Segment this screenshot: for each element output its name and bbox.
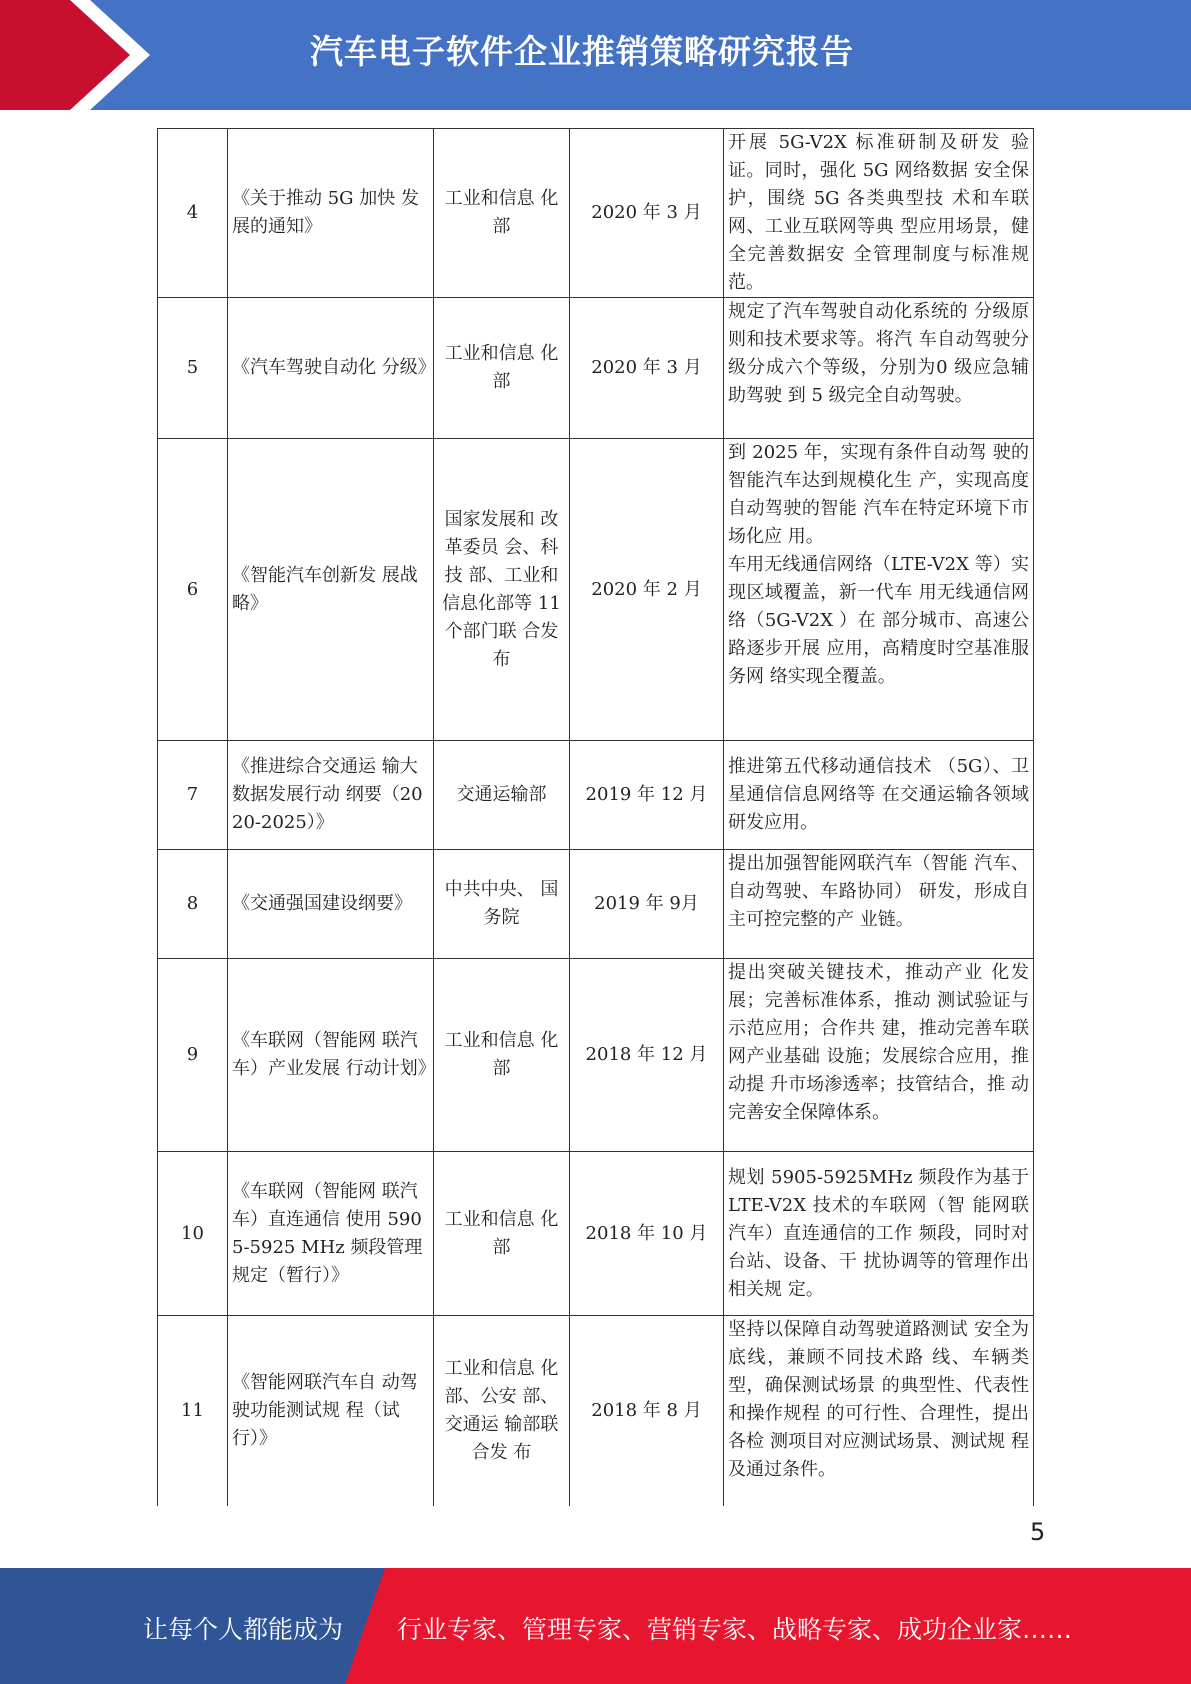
row-number: 11 — [158, 1316, 228, 1506]
policy-content — [724, 1152, 1034, 1316]
content-paragraph: 提出突破关键技术，推动产业 化发展；完善标准体系，推动 测试验证与示范应用；合作共 建，推动完善车联网产业基础 设施；发展综合应用，推动提 升市场渗透率；技管结合，推 动完善安全保障体系。 — [728, 962, 1029, 1123]
issuing-department: 工业和信息 化部 — [434, 298, 570, 439]
policy-name: 《车联网（智能网 联汽车）产业发展 行动计划》 — [228, 959, 434, 1152]
content-paragraph: 车用无线通信网络（LTE-V2X 等）实现区域覆盖，新一代车 用无线通信网络（5G-V2X ）在 部分城市、高速公路逐步开展 应用，高精度时空基准服务网 络实现全覆盖。 — [728, 554, 1029, 687]
table-row — [158, 741, 1034, 850]
page-footer — [0, 1568, 1191, 1684]
policy-name: 《关于推动 5G 加快 发展的通知》 — [228, 129, 434, 298]
policy-name: 《推进综合交通运 输大数据发展行动 纲要（2020-2025）》 — [228, 741, 434, 850]
issue-date: 2020 年 2 月 — [570, 439, 724, 741]
issuing-department: 交通运输部 — [434, 741, 570, 850]
row-number: 5 — [158, 298, 228, 439]
table-row — [158, 850, 1034, 959]
row-number: 7 — [158, 741, 228, 850]
policy-name: 《交通强国建设纲要》 — [228, 850, 434, 959]
issue-date: 2020 年 3 月 — [570, 298, 724, 439]
policy-content — [724, 741, 1034, 850]
content-paragraph: 到 2025 年，实现有条件自动驾 驶的智能汽车达到规模化生 产，实现高度自动驾驶的智能 汽车在特定环境下市场化应 用。 — [728, 442, 1029, 547]
content-paragraph: 提出加强智能网联汽车（智能 汽车、自动驾驶、车路协同） 研发，形成自主可控完整的产 业链。 — [728, 853, 1029, 930]
table-row — [158, 959, 1034, 1152]
issuing-department: 国家发展和 改革委员 会、科技 部、工业和信息化部等 11 个部门联 合发布 — [434, 439, 570, 741]
policy-table — [157, 128, 1034, 1506]
policy-content — [724, 850, 1034, 959]
document-title: 汽车电子软件企业推销策略研究报告 — [310, 32, 854, 71]
issue-date: 2019 年 12 月 — [570, 741, 724, 850]
policy-name: 《车联网（智能网 联汽车）直连通信 使用 5905-5925 MHz 频段管理规定（暂行）》 — [228, 1152, 434, 1316]
header-chevron-decoration — [0, 0, 160, 110]
issue-date: 2018 年 10 月 — [570, 1152, 724, 1316]
table-row — [158, 298, 1034, 439]
row-number: 10 — [158, 1152, 228, 1316]
footer-slogan-left: 让每个人都能成为 — [143, 1615, 344, 1644]
policy-name: 《智能网联汽车自 动驾驶功能测试规 程（试行）》 — [228, 1316, 434, 1506]
content-paragraph: 规划 5905-5925MHz 频段作为基于 LTE-V2X 技术的车联网（智 能网联汽车）直连通信的工作 频段，同时对台站、设备、干 扰协调等的管理作出相关规 定。 — [728, 1166, 1029, 1300]
issuing-department: 工业和信息 化部、公安 部、交通运 输部联合发 布 — [434, 1316, 570, 1506]
issue-date: 2019 年 9月 — [570, 850, 724, 959]
policy-content — [724, 129, 1034, 298]
content-paragraph: 开展 5G-V2X 标准研制及研发 验证。同时，强化 5G 网络数据 安全保护，围绕 5G 各类典型技 术和车联网、工业互联网等典 型应用场景，健全完善数据安 全管理制度与标准规范。 — [728, 132, 1029, 293]
issue-date: 2018 年 8 月 — [570, 1316, 724, 1506]
table-row — [158, 1152, 1034, 1316]
issue-date: 2020 年 3 月 — [570, 129, 724, 298]
row-number: 6 — [158, 439, 228, 741]
row-number: 8 — [158, 850, 228, 959]
table-row — [158, 129, 1034, 298]
table-row — [158, 439, 1034, 741]
policy-name: 《汽车驾驶自动化 分级》 — [228, 298, 434, 439]
issue-date: 2018 年 12 月 — [570, 959, 724, 1152]
policy-content — [724, 1316, 1034, 1506]
policy-name: 《智能汽车创新发 展战略》 — [228, 439, 434, 741]
page-number: 5 — [1030, 1518, 1046, 1546]
content-paragraph: 规定了汽车驾驶自动化系统的 分级原则和技术要求等。将汽 车自动驾驶分级分成六个等级，分别为0 级应急辅助驾驶 到 5 级完全自动驾驶。 — [728, 301, 1029, 406]
content-paragraph: 推进第五代移动通信技术 （5G）、卫星通信信息网络等 在交通运输各领域研发应用。 — [728, 756, 1029, 833]
issuing-department: 工业和信息 化部 — [434, 959, 570, 1152]
issuing-department: 工业和信息 化部 — [434, 1152, 570, 1316]
row-number: 4 — [158, 129, 228, 298]
policy-content — [724, 439, 1034, 741]
issuing-department: 中共中央、 国务院 — [434, 850, 570, 959]
table-row — [158, 1316, 1034, 1506]
content-paragraph: 坚持以保障自动驾驶道路测试 安全为底线，兼顾不同技术路 线、车辆类型，确保测试场景 的典型性、代表性和操作规程 的可行性、合理性，提出各检 测项目对应测试场景、测试规 程及通过条件。 — [728, 1319, 1029, 1480]
row-number: 9 — [158, 959, 228, 1152]
footer-slogan-right: 行业专家、管理专家、营销专家、战略专家、成功企业家…… — [397, 1615, 1073, 1644]
issuing-department: 工业和信息 化部 — [434, 129, 570, 298]
page-header — [0, 0, 1191, 110]
policy-content — [724, 959, 1034, 1152]
policy-content — [724, 298, 1034, 439]
